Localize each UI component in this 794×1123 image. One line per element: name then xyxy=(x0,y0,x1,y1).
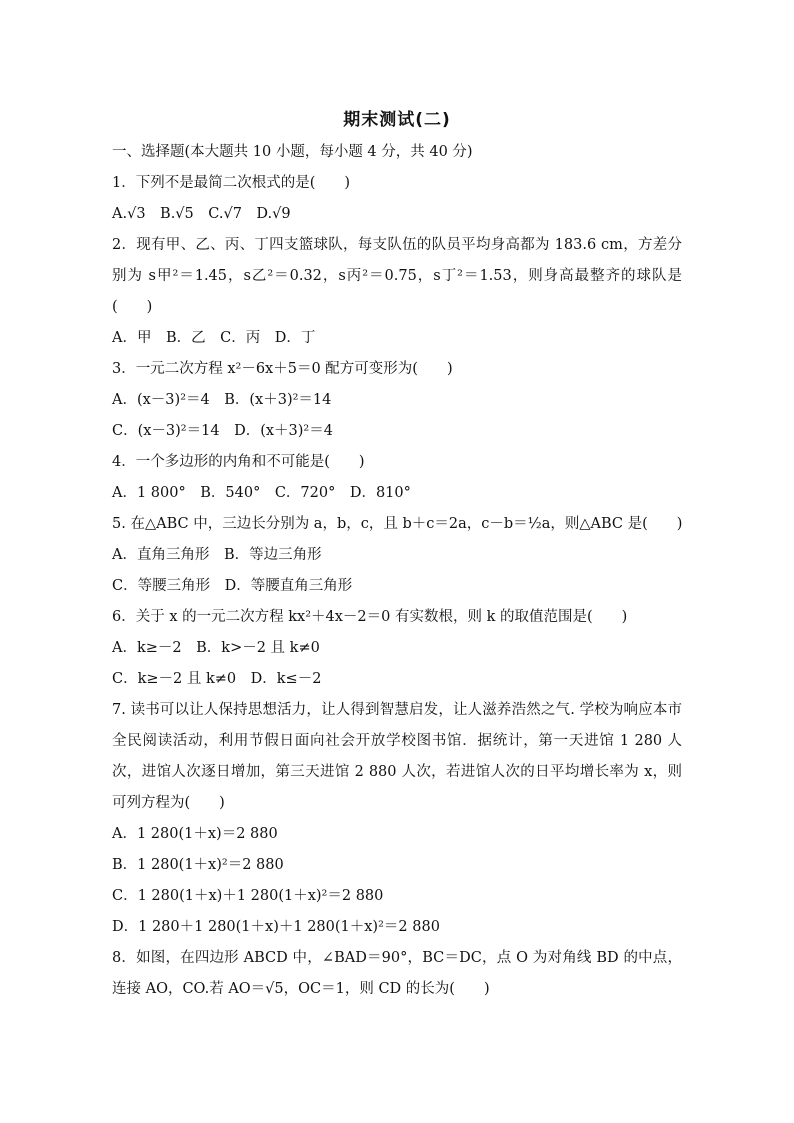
question-2-options: A．甲 B．乙 C．丙 D．丁 xyxy=(112,330,316,346)
question-6-options-cd: C．k≥－2 且 k≠0 D．k≤－2 xyxy=(112,671,322,687)
question-7-option-c: C．1 280(1＋x)＋1 280(1＋x)²＝2 880 xyxy=(112,888,384,904)
question-6: 6．关于 x 的一元二次方程 kx²＋4x－2＝0 有实数根，则 k 的取值范围是( ) xyxy=(112,609,628,625)
question-2: 2．现有甲、乙、丙、丁四支篮球队，每支队伍的队员平均身高都为 183.6 cm，方差分别为 s甲²＝1.45，s乙²＝0.32，s丙²＝0.75，s丁²＝1.53，则身高最整齐的球队是( ) xyxy=(112,237,682,315)
question-4-options: A．1 800° B．540° C．720° D．810° xyxy=(112,485,411,501)
question-5: 5. 在△ABC 中，三边长分别为 a，b，c，且 b＋c＝2a，c－b＝½a，则△ABC 是( ) xyxy=(112,516,683,532)
question-7-option-b: B．1 280(1＋x)²＝2 880 xyxy=(112,857,284,873)
question-1: 1．下列不是最简二次根式的是( ) xyxy=(112,175,351,191)
question-6-options-ab: A．k≥－2 B．k>－2 且 k≠0 xyxy=(112,640,320,656)
question-5-options-ab: A．直角三角形 B．等边三角形 xyxy=(112,547,322,563)
question-3: 3．一元二次方程 x²－6x＋5＝0 配方可变形为( ) xyxy=(112,361,453,377)
page-title: 期末测试(二) xyxy=(343,110,451,130)
question-7-option-d: D．1 280＋1 280(1＋x)＋1 280(1＋x)²＝2 880 xyxy=(112,919,440,935)
question-7: 7. 读书可以让人保持思想活力，让人得到智慧启发，让人滋养浩然之气. 学校为响应本市全民阅读活动，利用节假日面向社会开放学校图书馆．据统计，第一天进馆 1 280 人次，进馆人次逐日增加，第三天进馆 2 880 人次，若进馆人次的日平均增长率为 x，则可列方程为( ) xyxy=(112,702,682,811)
question-3-options-cd: C．(x－3)²＝14 D．(x＋3)²＝4 xyxy=(112,423,333,439)
question-1-options: A.√3 B.√5 C.√7 D.√9 xyxy=(112,206,291,222)
section-heading: 一、选择题(本大题共 10 小题，每小题 4 分，共 40 分) xyxy=(112,144,473,160)
question-7-option-a: A．1 280(1＋x)＝2 880 xyxy=(112,826,278,842)
question-5-options-cd: C．等腰三角形 D．等腰直角三角形 xyxy=(112,578,353,594)
question-3-options-ab: A．(x－3)²＝4 B．(x＋3)²＝14 xyxy=(112,392,332,408)
question-4: 4．一个多边形的内角和不可能是( ) xyxy=(112,454,365,470)
question-8: 8．如图，在四边形 ABCD 中，∠BAD＝90°，BC＝DC，点 O 为对角线 BD 的中点，连接 AO，CO.若 AO＝√5，OC＝1，则 CD 的长为( ) xyxy=(112,950,682,997)
document-page xyxy=(112,105,682,1005)
